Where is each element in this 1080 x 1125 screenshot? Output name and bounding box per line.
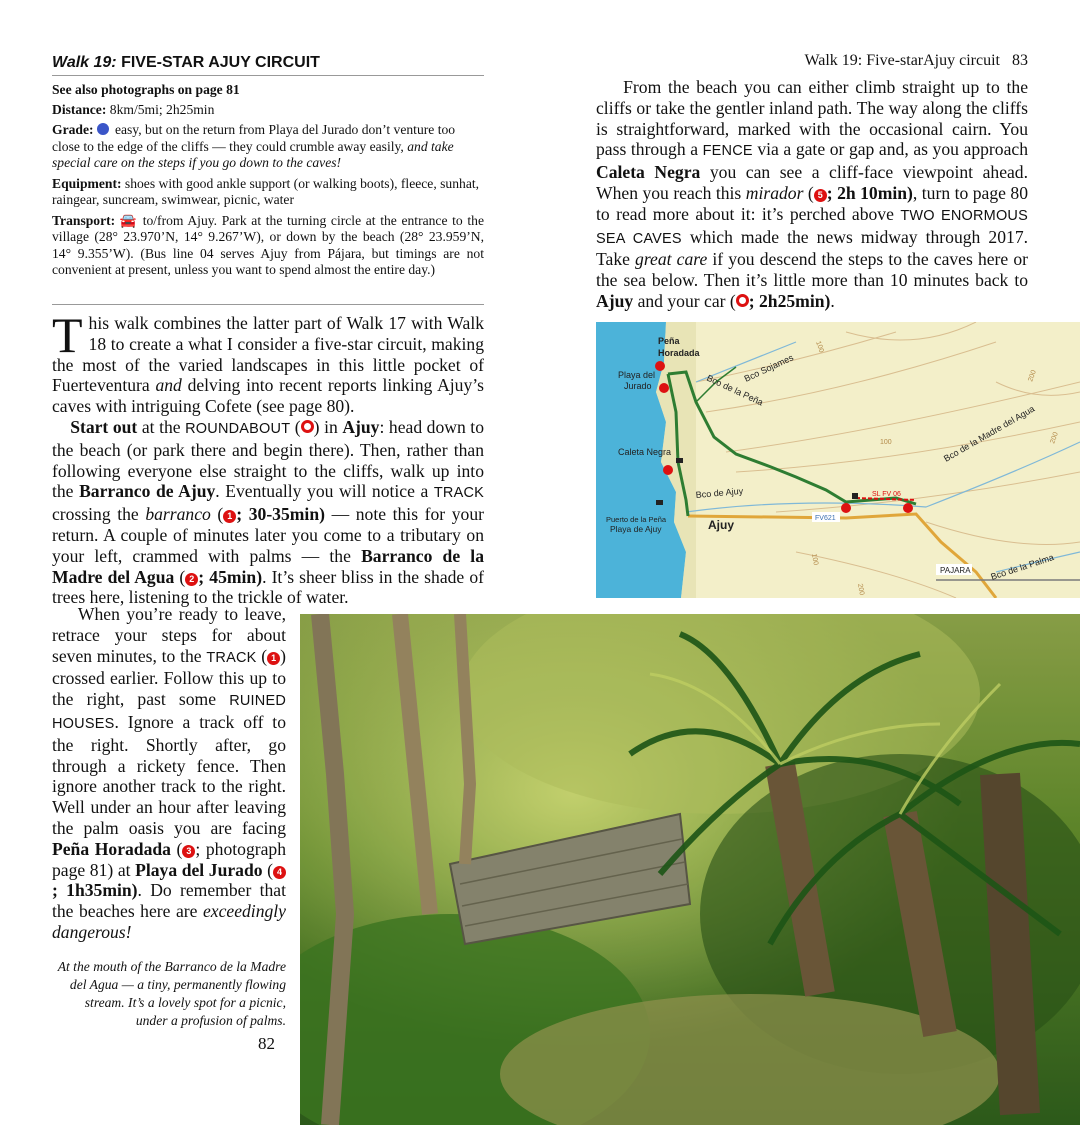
- walk-number: Walk 19:: [52, 54, 117, 71]
- contour-200a: 200: [1049, 431, 1060, 445]
- drop-cap: T: [52, 307, 83, 363]
- start-marker-icon: [301, 420, 314, 433]
- car-icon: 🚘: [119, 212, 139, 228]
- map-wp3-icon: [655, 361, 665, 371]
- map-label-pena: Peña: [658, 336, 680, 346]
- contour-200b: 200: [1027, 369, 1038, 383]
- grade-row: Grade: easy, but on the return from Playa del Jurado don’t venture too close to the edge of the cliffs — they could crumble away easily, and take special care on the steps if you go down to the caves!: [52, 122, 456, 170]
- map-label-ajuy: Ajuy: [708, 518, 735, 532]
- map-wp2-icon: [903, 503, 913, 513]
- ruin-icon: [852, 493, 858, 499]
- map-wp4-icon: [659, 383, 669, 393]
- route-map: [596, 322, 1080, 598]
- grade-dot-icon: [97, 123, 109, 135]
- waypoint-4-icon: 4: [273, 866, 286, 879]
- map-label-sl-fv: SL FV 06: [872, 491, 901, 498]
- map-label-bco-madre: Bco de la Madre del Agua: [942, 403, 1037, 464]
- waypoint-1b-icon: 1: [267, 652, 280, 665]
- map-label-playa-del: Playa del: [618, 370, 656, 380]
- walk-header: [52, 54, 484, 76]
- contour-100a: 100: [814, 340, 825, 354]
- map-label-playa-ajuy: Playa de Ajuy: [610, 524, 662, 534]
- palm-photo: [300, 614, 1080, 1125]
- contour-100c: 100: [810, 553, 819, 566]
- map-label-fv621: FV621: [815, 515, 836, 522]
- map-wp5-icon: [663, 465, 673, 475]
- map-label-caleta: Caleta Negra: [618, 447, 672, 457]
- photo-caption: At the mouth of the Barranco de la Madre del Agua — a tiny, permanently flowing stream. It’s a lovely spot for a picnic, under a profusion of palms.: [57, 959, 286, 1028]
- page-number-left: 82: [258, 1034, 275, 1053]
- right-header: [804, 52, 1028, 70]
- map-label-bco-sojames: Bco Sojames: [742, 352, 795, 384]
- waypoint-1-icon: 1: [223, 510, 236, 523]
- intro-text: This walk combines the latter part of Walk 17 with Walk 18 to create a what I consider a five-star circuit, making the most of the varied landscapes in this little pocket of Fuerteventura and delving into recent reports linking Ajuy’s caves with intriguing Cofete (see page 80). Start out at the ROUNDABOUT ( ) in Ajuy: head down to the beach (or park there and begin there). Then, rather than following everyone else straight to the cliffs, walk up into the Barranco de Ajuy. Eventually you will notice a TRACK crossing the barranco ( 1 ; 30-35min) — note this for your return. A couple of minutes later you come to a tributary on your left, crammed with palms — the Barranco de la Madre del Agua ( 2 ; 45min). It’s sheer bliss in the shade of trees here, listening to the trickle of water.: [52, 307, 485, 608]
- narrow-text: When you’re ready to leave, retrace your steps for about seven minutes, to the TRACK ( 1 ) crossed earlier. Follow this up to the right, past some RUINED HOUSES. Ignore a track off to the right. Shortly after, go through a rickety fence. Then ignore another track to the right. Well under an hour after leaving the palm oasis you are facing Peña Horadada ( 3 ; photograph page 81) at Playa del Jurado ( 4; 1h35min). Do remember that the beaches here are exceedingly dangerous!: [52, 604, 287, 942]
- map-label-bco-ajuy: Bco de Ajuy: [695, 485, 744, 500]
- waypoint-5-icon: 5: [814, 189, 827, 202]
- parking-icon: [676, 458, 683, 463]
- distance-row: Distance: 8km/5mi; 2h25min: [52, 101, 215, 117]
- see-also: See also photographs on page 81: [52, 82, 240, 97]
- page-number-right: 83: [1012, 52, 1028, 69]
- map-label-pajara: PAJARA: [940, 566, 971, 575]
- map-label-horadada: Horadada: [658, 348, 700, 358]
- waypoint-2-icon: 2: [185, 573, 198, 586]
- contour-200c: 200: [856, 583, 865, 596]
- distance-value: 8km/5mi; 2h25min: [109, 101, 215, 117]
- walk-title: FIVE-STAR AJUY CIRCUIT: [121, 54, 320, 71]
- map-label-bco-palma: Bco de la Palma: [989, 552, 1055, 582]
- map-label-jurado: Jurado: [624, 381, 652, 391]
- end-marker-icon: [736, 294, 749, 307]
- map-label-puerto: Puerto de la Peña: [606, 515, 667, 524]
- car-park-icon: [656, 500, 663, 505]
- right-header-title: Walk 19: Five-starAjuy circuit: [804, 52, 1000, 69]
- map-wp1-icon: [841, 503, 851, 513]
- equipment-row: Equipment: shoes with good ankle support (or walking boots), fleece, sunhat, raingear, suncream, swimwear, picnic, water: [52, 175, 480, 207]
- waypoint-3-icon: 3: [182, 845, 195, 858]
- divider: [52, 304, 484, 305]
- transport-row: Transport: 🚘 to/from Ajuy. Park at the turning circle at the entrance to the village (28° 23.970’N, 14° 9.267’W), or down by the beach (28° 23.959’N, 14° 9.355’W). (Bus line 04 serves Ajuy from Pájara, but timings are not convenient at present, unless you want to spend almost the entire day.): [52, 212, 484, 277]
- contour-100b: 100: [880, 439, 892, 446]
- info-block: [52, 82, 484, 279]
- map-label-bco-pena: Bco de la Peña: [705, 372, 765, 408]
- right-text: From the beach you can either climb straight up to the cliffs or take the gentler inland path. The way along the cliffs is straightforward, marked with the occasional cairn. You pass through a FENCE via a gate or gap and, as you approach Caleta Negra you can see a cliff-face viewpoint ahead. When you reach this mirador ( 5 ; 2h 10min), turn to page 80 to read more about it: it’s perched above TWO ENORMOUS SEA CAVES which made the news midway through 2017. Take great care if you descend the steps to the caves here or the sea below. Then it’s little more than 10 minutes back to Ajuy and your car ( ; 2h25min).: [596, 77, 1029, 311]
